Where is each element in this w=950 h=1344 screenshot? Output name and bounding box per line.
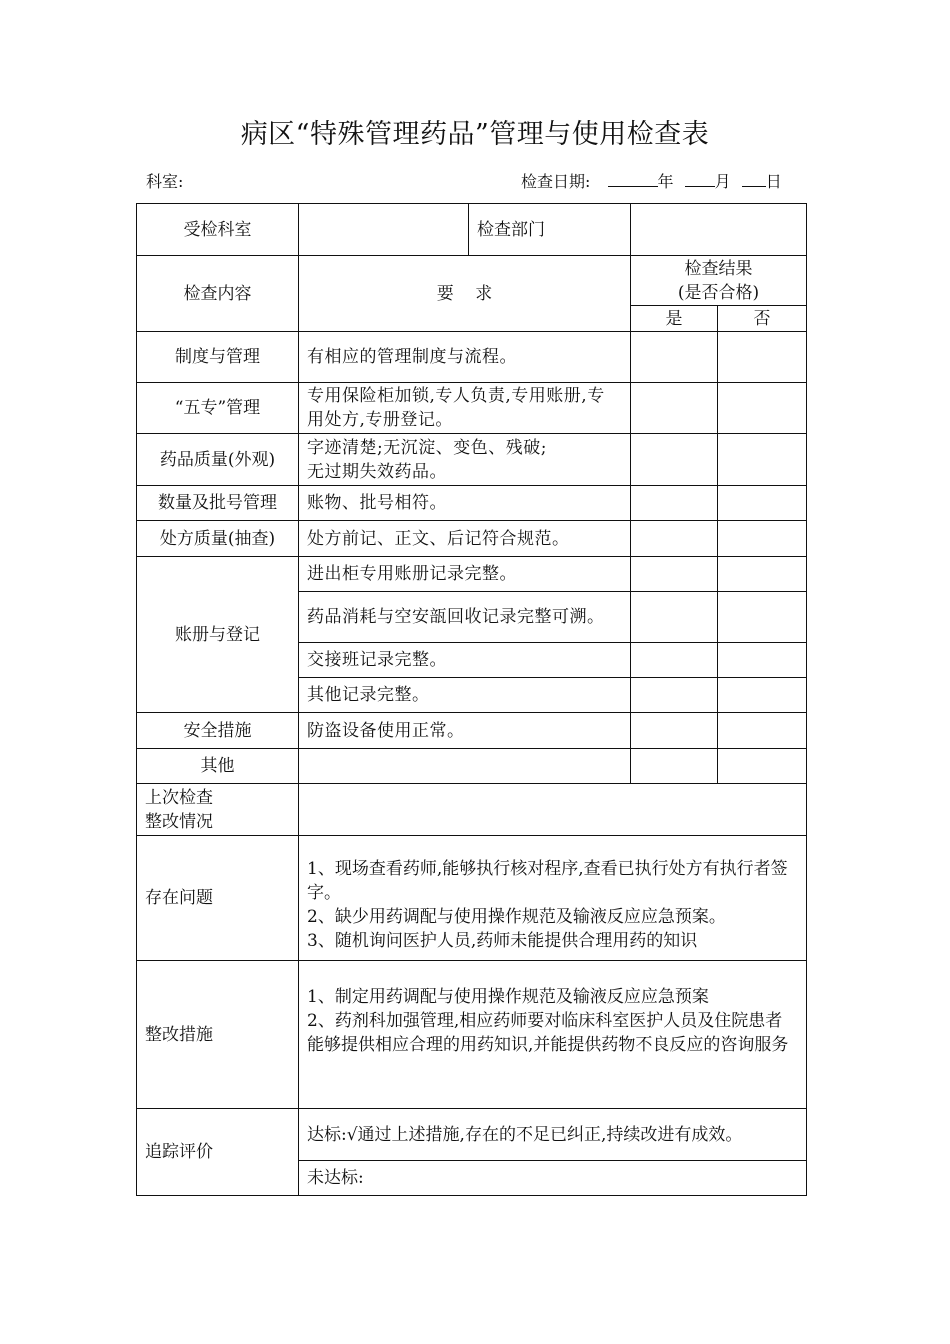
row-requirement: 账物、批号相符。 xyxy=(299,486,631,521)
yes-cell[interactable] xyxy=(631,749,718,784)
row-requirement: 专用保险柜加锁,专人负责,专用账册,专用处方,专册登记。 xyxy=(299,383,631,434)
month-label: 月 xyxy=(714,172,731,191)
measures-label: 整改措施 xyxy=(137,961,299,1109)
year-blank[interactable] xyxy=(608,172,658,187)
department-label: 科室: xyxy=(146,172,184,191)
other-category: 其他 xyxy=(137,749,299,784)
inspected-dept-value[interactable] xyxy=(299,204,469,256)
yes-cell[interactable] xyxy=(631,434,718,486)
no-cell[interactable] xyxy=(718,557,807,592)
yes-cell[interactable] xyxy=(631,332,718,383)
no-cell[interactable] xyxy=(718,592,807,643)
row-category: 处方质量(抽查) xyxy=(137,521,299,557)
last-check-value[interactable] xyxy=(299,784,807,836)
row-category: 药品质量(外观) xyxy=(137,434,299,486)
table-row xyxy=(137,521,807,557)
problems-label: 存在问题 xyxy=(137,836,299,961)
table-row xyxy=(137,557,807,592)
yes-cell[interactable] xyxy=(631,521,718,557)
row-requirement: 处方前记、正文、后记符合规范。 xyxy=(299,521,631,557)
check-dept-value[interactable] xyxy=(631,204,807,256)
date-label: 检查日期: xyxy=(521,172,591,191)
ledger-item: 其他记录完整。 xyxy=(299,678,631,713)
table-row xyxy=(137,836,807,961)
result-header: 检查结果 (是否合格) xyxy=(631,256,807,306)
safety-requirement: 防盗设备使用正常。 xyxy=(299,713,631,749)
inspected-dept-label: 受检科室 xyxy=(137,204,299,256)
check-dept-label: 检查部门 xyxy=(469,204,631,256)
row-category: “五专”管理 xyxy=(137,383,299,434)
no-cell[interactable] xyxy=(718,383,807,434)
no-cell[interactable] xyxy=(718,332,807,383)
last-check-label: 上次检查 整改情况 xyxy=(137,784,299,836)
tracking-label: 追踪评价 xyxy=(137,1109,299,1196)
yes-cell[interactable] xyxy=(631,678,718,713)
table-row xyxy=(137,961,807,1109)
requirement-header: 要 求 xyxy=(299,256,631,332)
no-header: 否 xyxy=(718,306,807,332)
no-cell[interactable] xyxy=(718,486,807,521)
yes-cell[interactable] xyxy=(631,486,718,521)
day-label: 日 xyxy=(765,172,782,191)
yes-cell[interactable] xyxy=(631,383,718,434)
no-cell[interactable] xyxy=(718,678,807,713)
page-title: 病区“特殊管理药品”管理与使用检查表 xyxy=(240,119,710,150)
ledger-item: 进出柜专用账册记录完整。 xyxy=(299,557,631,592)
table-row xyxy=(137,784,807,836)
table-row xyxy=(137,749,807,784)
no-cell[interactable] xyxy=(718,749,807,784)
tracking-not-achieved: 未达标: xyxy=(299,1161,807,1196)
no-cell[interactable] xyxy=(718,643,807,678)
yes-cell[interactable] xyxy=(631,713,718,749)
content-header: 检查内容 xyxy=(137,256,299,332)
tracking-achieved: 达标:√通过上述措施,存在的不足已纠正,持续改进有成效。 xyxy=(299,1109,807,1161)
ledger-category: 账册与登记 xyxy=(137,557,299,713)
yes-cell[interactable] xyxy=(631,592,718,643)
table-row xyxy=(137,713,807,749)
table-row xyxy=(137,434,807,486)
problems-text: 1、现场查看药师,能够执行核对程序,查看已执行处方有执行者签字。 2、缺少用药调配与使用操作规范及输液反应应急预案。 3、随机询问医护人员,药师未能提供合理用药的知识 xyxy=(299,836,807,961)
no-cell[interactable] xyxy=(718,713,807,749)
measures-text: 1、制定用药调配与使用操作规范及输液反应应急预案 2、药剂科加强管理,相应药师要对临床科室医护人员及住院患者能够提供相应合理的用药知识,并能提供药物不良反应的咨询服务 xyxy=(299,961,807,1109)
table-row xyxy=(137,486,807,521)
yes-cell[interactable] xyxy=(631,557,718,592)
month-blank[interactable] xyxy=(685,172,715,187)
inspection-table xyxy=(136,203,807,1196)
ledger-item: 交接班记录完整。 xyxy=(299,643,631,678)
table-row xyxy=(137,383,807,434)
header-row-dept xyxy=(137,204,807,256)
other-requirement[interactable] xyxy=(299,749,631,784)
table-row xyxy=(137,1109,807,1161)
row-requirement: 有相应的管理制度与流程。 xyxy=(299,332,631,383)
row-category: 制度与管理 xyxy=(137,332,299,383)
no-cell[interactable] xyxy=(718,521,807,557)
inspection-date xyxy=(521,169,782,192)
yes-cell[interactable] xyxy=(631,643,718,678)
ledger-item: 药品消耗与空安瓿回收记录完整可溯。 xyxy=(299,592,631,643)
table-row xyxy=(137,332,807,383)
row-requirement: 字迹清楚;无沉淀、变色、残破; 无过期失效药品。 xyxy=(299,434,631,486)
day-blank[interactable] xyxy=(742,172,766,187)
yes-header: 是 xyxy=(631,306,718,332)
no-cell[interactable] xyxy=(718,434,807,486)
year-label: 年 xyxy=(657,172,674,191)
row-category: 数量及批号管理 xyxy=(137,486,299,521)
safety-category: 安全措施 xyxy=(137,713,299,749)
header-row-columns xyxy=(137,256,807,306)
